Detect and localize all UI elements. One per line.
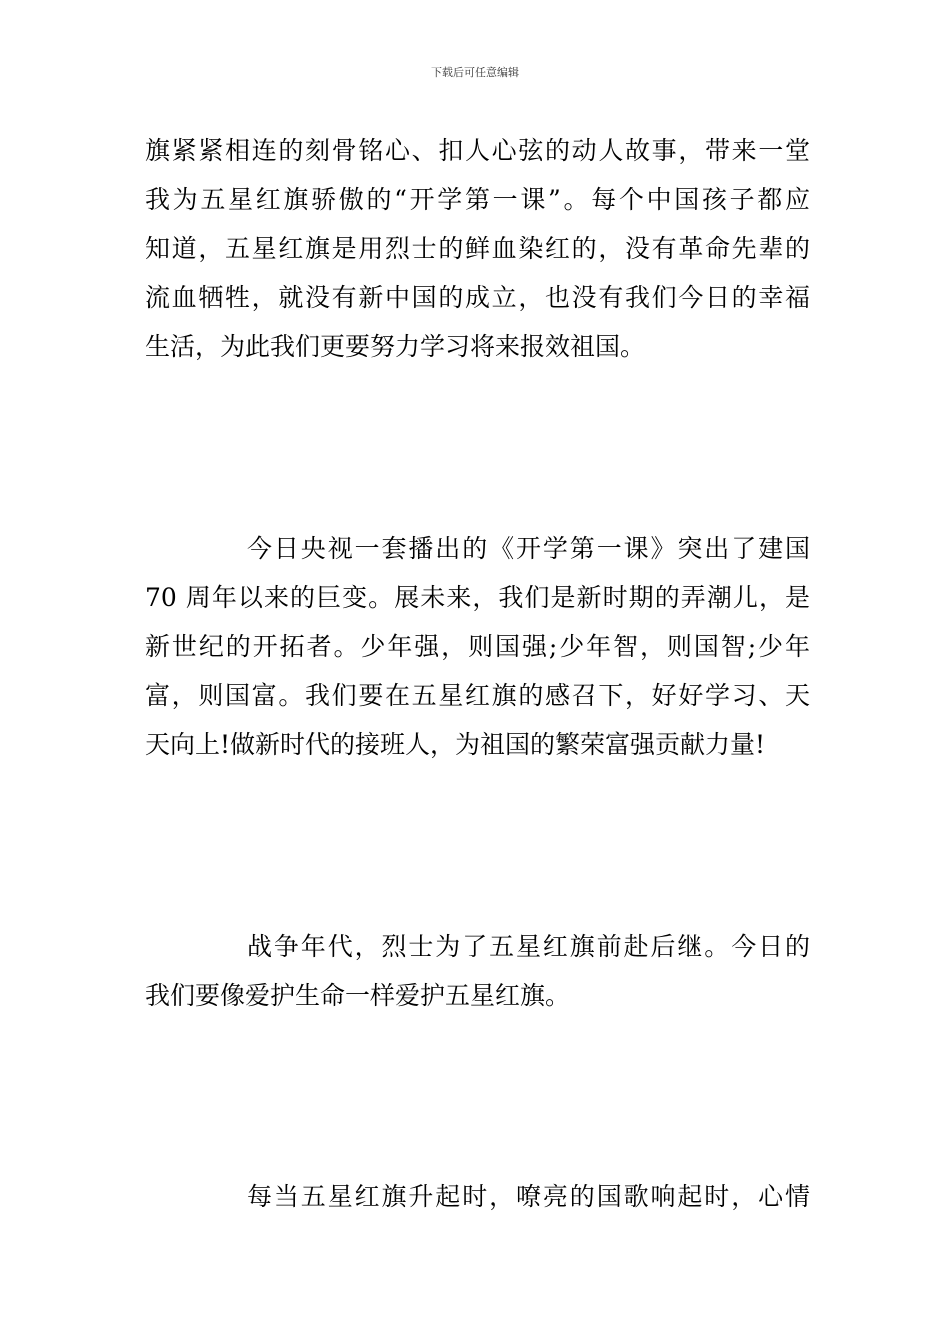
paragraph-line: 流血牺牲，就没有新中国的成立，也没有我们今日的幸福 [145,283,810,312]
paragraph-line: 天向上!做新时代的接班人，为祖国的繁荣富强贡献力量! [145,730,766,759]
paragraph-line: 每当五星红旗升起时，嘹亮的国歌响起时，心情 [247,1182,810,1211]
paragraph-line: 今日央视一套播出的《开学第一课》突出了建国 [247,534,810,563]
paragraph-line: 新世纪的开拓者。少年强，则国强;少年智，则国智;少年 [145,632,810,661]
page-header-note: 下载后可任意编辑 [431,66,519,79]
paragraph-line: 我们要像爱护生命一样爱护五星红旗。 [145,981,571,1010]
paragraph-line: 旗紧紧相连的刻骨铭心、扣人心弦的动人故事，带来一堂 [145,136,810,165]
paragraph-4 [145,1172,810,1221]
paragraph-line: 富，则国富。我们要在五星红旗的感召下，好好学习、天 [145,681,810,710]
paragraph-1 [145,126,810,371]
paragraph-line: 战争年代，烈士为了五星红旗前赴后继。今日的 [247,932,810,961]
paragraph-line: 我为五星红旗骄傲的“开学第一课”。每个中国孩子都应 [145,185,810,214]
paragraph-line: 知道，五星红旗是用烈士的鲜血染红的，没有革命先辈的 [145,234,810,263]
paragraph-line: 70 周年以来的巨变。展未来，我们是新时期的弄潮儿，是 [145,583,810,612]
paragraph-3 [145,922,810,1020]
paragraph-line: 生活，为此我们更要努力学习将来报效祖国。 [145,332,646,361]
paragraph-2 [145,524,810,769]
